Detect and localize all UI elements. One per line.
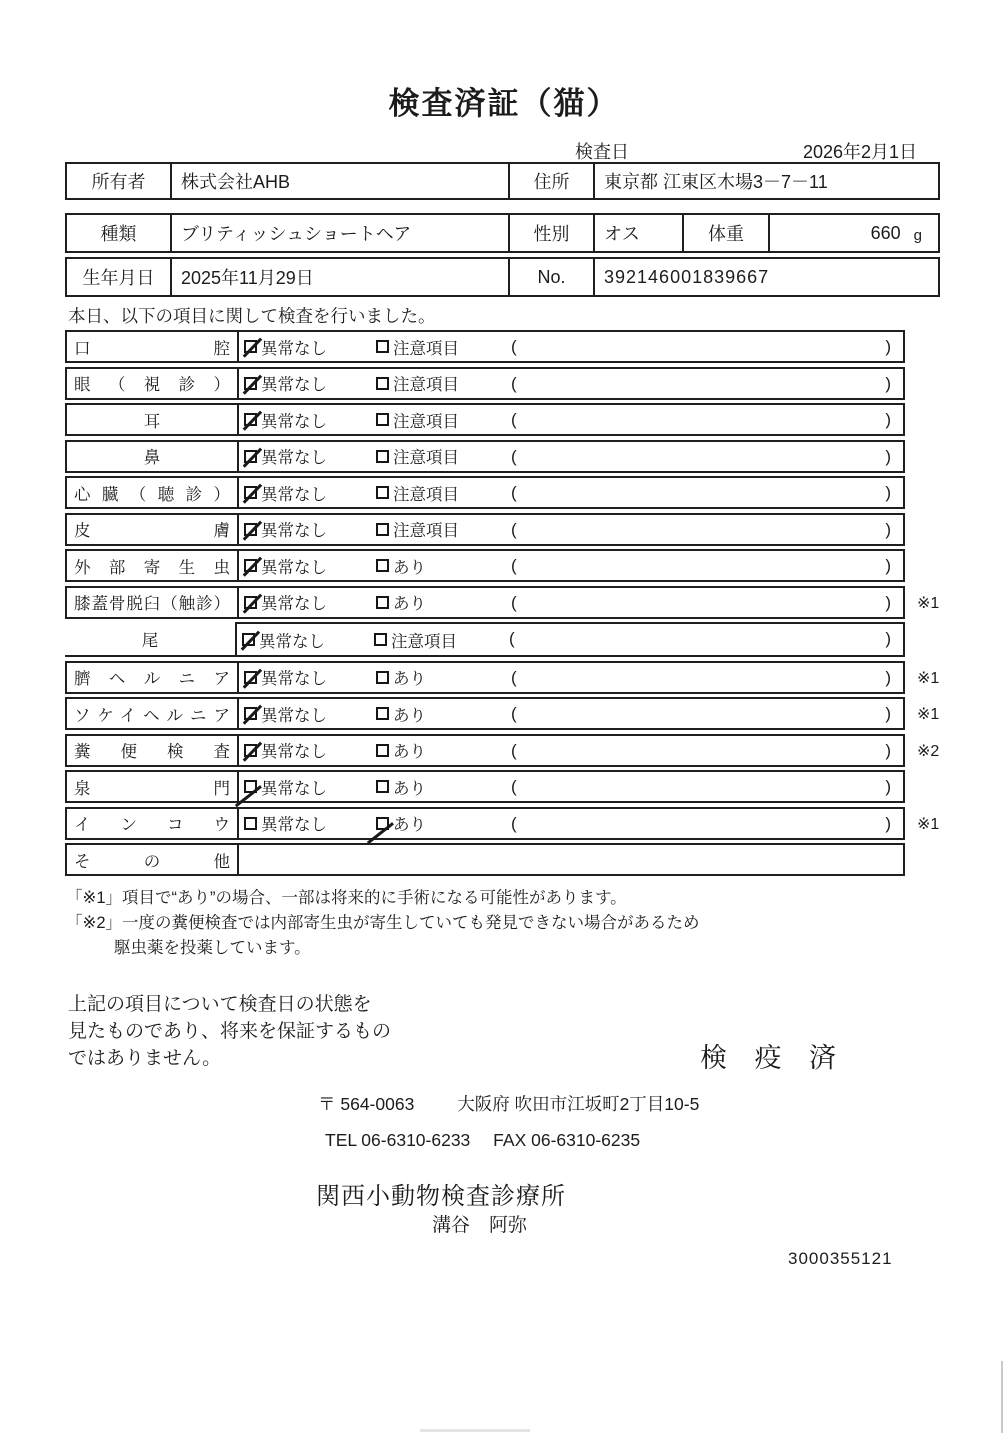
checkbox-icon [376,486,389,499]
item-label: 外部寄生虫 [67,551,239,580]
quarantine-stamp: 検 疫 済 [700,1043,847,1073]
checkbox-icon [376,780,389,793]
checkbox-icon [244,377,257,390]
footnote-1: 「※1」項目で“あり”の場合、一部は将来的に手術になる可能性があります。 [66,889,627,907]
option-no-abnormality [244,738,334,762]
option-no-abnormality [244,811,334,835]
checkbox-icon [376,817,389,830]
checklist-row [65,549,905,582]
paren-close: ) [885,519,891,539]
remarks-field [502,405,903,434]
remarks-field [502,551,903,580]
option-label: あり [393,706,426,725]
option-label: 異常なし [261,485,327,504]
item-label: 臍ヘルニア [67,663,239,692]
option-attention [376,811,426,835]
checkbox-icon [244,340,257,353]
paren-open: ( [511,777,517,796]
option-no-abnormality [242,628,332,652]
options-area [239,845,502,874]
checkbox-icon [244,596,257,609]
checkbox-icon [376,450,389,463]
birthdate-value: 2025年11月29日 [172,259,510,295]
paren-open: ( [511,337,517,356]
remarks-field [502,772,903,801]
checklist-row [65,807,940,840]
paren-open: ( [511,556,517,575]
microchip-no-label: No. [510,259,595,295]
item-label: ソケイヘルニア [67,699,239,728]
paren-open: ( [511,740,517,760]
checkbox-icon [244,486,257,499]
option-label: あり [393,558,426,577]
checkbox-icon [244,450,257,463]
checkbox-icon [244,671,257,684]
birthdate-row [65,257,940,297]
inspection-date-label: 検査日 [575,142,629,162]
option-attention [376,590,426,614]
breed-label: 種類 [67,215,172,251]
serial-number: 3000355121 [788,1249,893,1268]
option-attention [376,408,459,432]
checkbox-icon [376,671,389,684]
sex-label: 性別 [510,215,595,251]
checkbox-icon [244,744,257,757]
clinic-tel-row [325,1130,640,1151]
option-attention [374,628,457,652]
option-label: あり [393,779,426,798]
option-attention [376,335,459,359]
checklist-row [65,622,905,657]
checklist-row [65,843,905,876]
option-attention [376,775,426,799]
footnote-ref: ※1 [917,706,940,723]
owner-row [65,162,940,200]
option-attention [376,665,426,689]
footnotes [66,886,700,960]
option-label: 異常なし [261,779,327,798]
footnote-ref: ※2 [917,742,940,760]
paren-close: ) [885,740,891,760]
checkbox-icon [376,707,389,720]
option-label: 注意項目 [393,339,459,358]
item-label: 皮膚 [67,515,239,544]
paren-open: ( [511,704,517,723]
option-no-abnormality [244,335,334,359]
checklist-row [65,403,905,436]
options-area [239,809,502,838]
footnote-ref: ※1 [917,815,940,833]
options-area [239,699,502,728]
checklist-row [65,661,940,694]
remarks-field [502,699,903,728]
item-label: 尾 [65,622,237,655]
item-label: 心臓（聴診） [67,478,239,507]
option-label: 異常なし [261,449,327,467]
checklist-row [65,367,905,400]
postal-code: 〒 564-0063 [318,1094,415,1114]
paren-open: ( [511,410,517,429]
weight-number: 660 [870,222,901,243]
options-area [239,772,502,801]
footnote-ref: ※1 [917,669,940,687]
remarks-field [502,515,903,544]
option-label: 注意項目 [393,376,459,394]
remarks-field [502,588,903,617]
checkbox-icon [244,817,257,830]
option-label: 異常なし [261,816,327,834]
checklist-row [65,513,905,546]
paren-close: ) [885,410,891,429]
option-attention [376,702,426,726]
option-no-abnormality [244,444,334,468]
options-area [239,736,502,765]
birthdate-label: 生年月日 [67,259,172,295]
options-area [239,442,502,471]
checkbox-icon [376,559,389,572]
checklist-row [65,734,940,767]
checklist-row [65,586,940,619]
paren-open: ( [511,373,517,393]
paren-close: ) [885,777,891,796]
checkbox-icon [242,633,255,646]
option-label: 異常なし [261,743,327,761]
paren-open: ( [511,446,517,466]
option-label: 注意項目 [393,412,459,431]
option-label: 異常なし [261,706,327,725]
options-area [239,332,502,361]
paren-open: ( [511,592,517,612]
scan-artifact-line [1001,1361,1003,1433]
option-label: 異常なし [259,632,325,651]
paren-close: ) [885,667,891,687]
checkbox-icon [376,596,389,609]
footnote-2-cont: 駆虫薬を投薬しています。 [114,938,311,957]
remarks-field [502,369,903,398]
remarks-field [502,736,903,765]
page-title: 検査済証（猫） [388,86,620,121]
item-label: インコウ [67,809,239,838]
clinic-fax: FAX 06-6310-6235 [493,1130,641,1150]
disclaimer: 上記の項目について検査日の状態を 見たものであり、将来を保証するもの ではありません。 [68,994,392,1069]
clinic-name: 関西小動物検査診療所 [316,1183,566,1210]
option-label: 異常なし [261,522,327,540]
weight-label: 体重 [684,215,770,251]
inspection-date-value: 2026年2月1日 [803,142,918,162]
paren-close: ) [885,373,891,393]
address-label: 住所 [510,164,595,198]
weight-unit: g [913,227,922,244]
clinic-tel: TEL 06-6310-6233 [325,1130,471,1150]
remarks-field [502,332,903,361]
clinic-postal-row [318,1091,699,1116]
remarks-field [502,809,903,838]
paren-close: ) [885,556,891,575]
remarks-field [502,478,903,507]
option-label: あり [393,816,426,834]
remarks-field [502,663,903,692]
paren-close: ) [885,446,891,466]
option-attention [376,371,459,395]
option-label: 異常なし [261,670,327,688]
option-no-abnormality [244,665,334,689]
options-area [239,551,502,580]
paren-close: ) [885,592,891,612]
option-label: 異常なし [261,339,327,358]
paren-open: ( [511,813,517,833]
options-area [237,622,500,655]
option-label: あり [393,670,426,688]
microchip-no-value: 392146001839667 [604,266,770,287]
options-area [239,588,502,617]
checklist-row [65,697,940,730]
item-label: 泉門 [67,772,239,801]
footnote-ref: ※1 [917,594,940,612]
remarks-field [500,622,903,655]
option-no-abnormality [244,554,334,578]
remarks-field [502,442,903,471]
item-label: 糞便検査 [67,736,239,765]
paren-open: ( [511,519,517,539]
option-attention [376,481,459,505]
checklist-table [65,330,965,880]
option-label: 異常なし [261,558,327,577]
owner-value: 株式会社AHB [172,164,510,198]
paren-close: ) [885,813,891,833]
paren-open: ( [511,667,517,687]
paren-close: ) [885,337,891,356]
clinic-address: 大阪府 吹田市江坂町2丁目10-5 [457,1094,700,1114]
item-label: 耳 [67,405,239,434]
paren-open: ( [509,629,515,648]
paren-close: ) [885,629,891,648]
option-no-abnormality [244,590,334,614]
item-label: 眼（視診） [67,369,239,398]
option-attention [376,444,459,468]
item-label: 膝蓋骨脱臼（触診） [67,588,239,617]
options-area [239,515,502,544]
footnote-2: 「※2」一度の糞便検査では内部寄生虫が寄生していても発見できない場合があるため [66,913,700,932]
checkbox-icon [374,633,387,646]
option-no-abnormality [244,702,334,726]
checkbox-icon [244,559,257,572]
checkbox-icon [244,523,257,536]
options-area [239,369,502,398]
option-no-abnormality [244,775,334,799]
sex-value: オス [595,215,684,251]
option-no-abnormality [244,517,334,541]
checkbox-icon [376,377,389,390]
option-label: 注意項目 [393,485,459,504]
address-value: 東京都 江東区木場3－7－11 [604,172,828,192]
options-area [239,663,502,692]
option-no-abnormality [244,371,334,395]
option-label: 異常なし [261,412,327,431]
options-area [239,478,502,507]
owner-label: 所有者 [67,164,172,198]
breed-row [65,213,940,253]
option-label: あり [393,595,426,613]
paren-close: ) [885,483,891,502]
checkbox-icon [244,413,257,426]
veterinarian-name: 溝谷 阿弥 [432,1215,528,1236]
item-label: 口腔 [67,332,239,361]
option-attention [376,517,459,541]
paren-open: ( [511,483,517,502]
checkbox-icon [376,523,389,536]
checklist-row [65,770,905,803]
intro-sentence: 本日、以下の項目に関して検査を行いました。 [68,306,436,326]
options-area [239,405,502,434]
option-label: 異常なし [261,376,327,394]
item-label: その他 [67,845,239,874]
checkbox-icon [376,744,389,757]
option-no-abnormality [244,481,334,505]
checkbox-icon [376,340,389,353]
option-label: あり [393,743,426,761]
item-label: 鼻 [67,442,239,471]
option-label: 注意項目 [391,632,457,651]
checkbox-icon [376,413,389,426]
scan-artifact-smudge [420,1429,530,1432]
option-attention [376,738,426,762]
checklist-row [65,330,905,363]
checklist-row [65,476,905,509]
breed-value: ブリティッシュショートヘア [172,215,510,251]
checkbox-icon [244,707,257,720]
option-label: 注意項目 [393,522,459,540]
option-no-abnormality [244,408,334,432]
checklist-row [65,440,905,473]
option-attention [376,554,426,578]
paren-close: ) [885,704,891,723]
option-label: 異常なし [261,595,327,613]
checkbox-icon [244,780,257,793]
weight-value [770,215,938,251]
option-label: 注意項目 [393,449,459,467]
